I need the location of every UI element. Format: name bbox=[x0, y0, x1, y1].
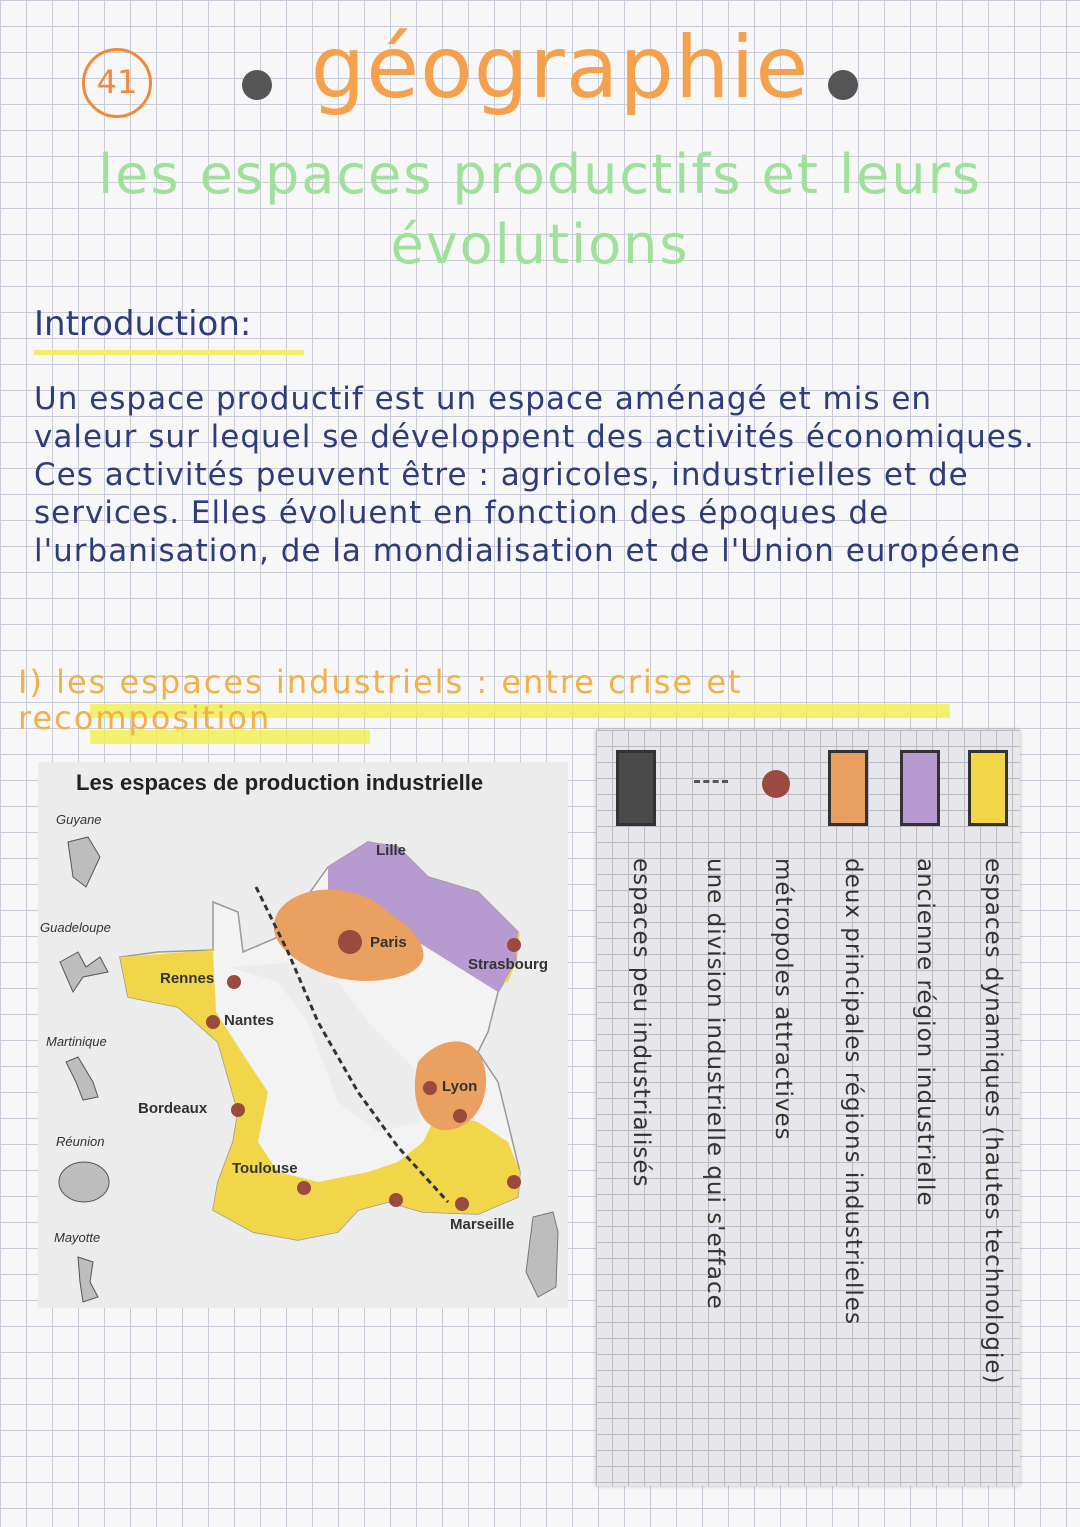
legend-dashed-line bbox=[694, 780, 728, 783]
city-dot-bordeaux bbox=[231, 1103, 245, 1117]
city-dot-paris bbox=[338, 930, 362, 954]
city-label-marseille: Marseille bbox=[450, 1216, 515, 1233]
city-dot-toulouse bbox=[297, 1181, 311, 1195]
overseas-label-reunion: Réunion bbox=[56, 1134, 105, 1149]
city-dot-lyon bbox=[423, 1081, 437, 1095]
city-label-paris: Paris bbox=[370, 934, 407, 951]
legend-dot bbox=[762, 770, 790, 798]
corsica-shape bbox=[526, 1212, 558, 1297]
map-legend bbox=[596, 730, 1020, 1486]
legend-swatch bbox=[616, 750, 656, 826]
city-label-bordeaux: Bordeaux bbox=[138, 1100, 208, 1117]
guadeloupe-shape bbox=[60, 952, 108, 992]
binder-hole-left bbox=[242, 70, 272, 100]
city-label-rennes: Rennes bbox=[160, 970, 215, 987]
legend-swatch bbox=[900, 750, 940, 826]
page-number: 41 bbox=[82, 48, 152, 118]
city-label-nantes: Nantes bbox=[224, 1012, 275, 1029]
city-dot-lyon-2 bbox=[453, 1109, 467, 1123]
page-title: géographie bbox=[310, 18, 810, 118]
legend-text: métropoles attractives bbox=[770, 858, 796, 1141]
legend-text: espaces peu industrialisés bbox=[628, 858, 654, 1188]
city-dot-strasbourg bbox=[507, 938, 521, 952]
overseas-label-martinique: Martinique bbox=[46, 1034, 107, 1049]
city-label-strasbourg: Strasbourg bbox=[468, 956, 549, 973]
martinique-shape bbox=[66, 1057, 98, 1100]
city-label-toulouse: Toulouse bbox=[232, 1160, 298, 1177]
legend-item-main-regions bbox=[822, 738, 882, 1478]
legend-item-dynamic bbox=[962, 738, 1022, 1478]
city-dot-marseille bbox=[455, 1197, 469, 1211]
reunion-shape bbox=[59, 1162, 109, 1202]
overseas-label-guadeloupe: Guadeloupe bbox=[40, 920, 111, 935]
overseas-label-mayotte: Mayotte bbox=[54, 1230, 101, 1245]
city-dot-nantes bbox=[206, 1015, 220, 1029]
map-title: Les espaces de production industrielle bbox=[76, 770, 484, 795]
legend-item-division bbox=[684, 738, 744, 1478]
city-dot-south bbox=[389, 1193, 403, 1207]
introduction-text: Un espace productif est un espace aménagé et mis en valeur sur lequel se développent des activités économiques. Ces activités peuvent être : agricoles, industrielles et de services. Elles évoluent en fonction des époques de l'urbanisation, de la mondialisation et de l'Union européene bbox=[34, 381, 1035, 569]
mayotte-shape bbox=[78, 1257, 98, 1302]
city-dot-rennes bbox=[227, 975, 241, 989]
introduction-heading: Introduction: bbox=[34, 304, 252, 344]
legend-swatch bbox=[968, 750, 1008, 826]
guyane-shape bbox=[68, 837, 100, 887]
heading-underline bbox=[34, 350, 304, 355]
legend-item-metropoles bbox=[752, 738, 812, 1478]
overseas-label-guyane: Guyane bbox=[56, 812, 102, 827]
page-subtitle: les espaces productifs et leurs évolutions bbox=[98, 143, 982, 276]
legend-text: ancienne région industrielle bbox=[912, 858, 938, 1207]
legend-text: espaces dynamiques (hautes technologie) bbox=[980, 858, 1006, 1385]
legend-item-old-region bbox=[894, 738, 954, 1478]
city-dot-nice bbox=[507, 1175, 521, 1189]
city-label-lyon: Lyon bbox=[442, 1078, 478, 1095]
legend-text: une division industrielle qui s'efface bbox=[702, 858, 728, 1310]
legend-item-low-industry bbox=[610, 738, 670, 1478]
binder-hole-right bbox=[828, 70, 858, 100]
city-label-lille: Lille bbox=[376, 842, 407, 859]
industrial-map bbox=[38, 762, 568, 1308]
legend-swatch bbox=[828, 750, 868, 826]
legend-text: deux principales régions industrielles bbox=[840, 858, 866, 1325]
section-heading: I) les espaces industriels : entre crise et recomposition bbox=[18, 663, 743, 737]
